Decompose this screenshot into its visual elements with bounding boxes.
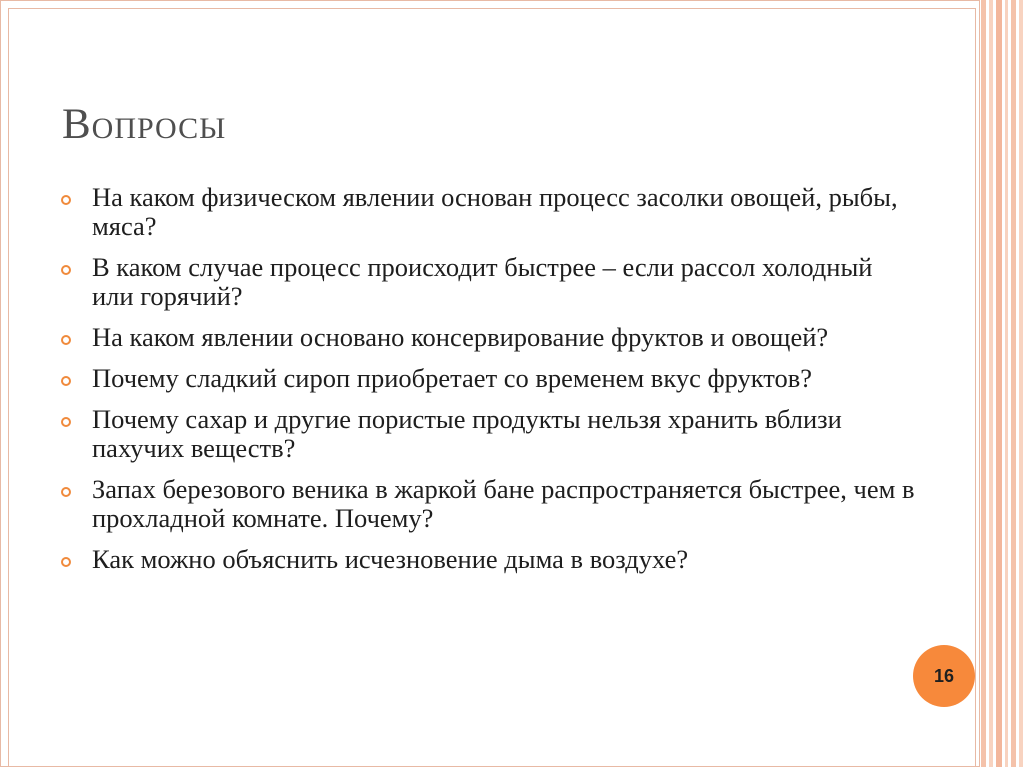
bullet-circle-icon xyxy=(61,335,71,345)
question-item xyxy=(60,545,920,574)
question-text: В каком случае процесс происходит быстрее – если рассол холодный или горячий? xyxy=(92,252,873,311)
stripe xyxy=(989,0,993,767)
question-item xyxy=(60,253,920,311)
question-list xyxy=(60,183,920,586)
bullet-circle-icon xyxy=(61,265,71,275)
question-text: На каком явлении основано консервирование фруктов и овощей? xyxy=(92,322,829,352)
question-text: Запах березового веника в жаркой бане распространяется быстрее, чем в прохладной комнате. Почему? xyxy=(92,474,915,533)
bullet-circle-icon xyxy=(61,487,71,497)
question-item xyxy=(60,323,920,352)
page-number-badge: 16 xyxy=(913,645,975,707)
question-text: Почему сладкий сироп приобретает со временем вкус фруктов? xyxy=(92,363,813,393)
stripe xyxy=(1019,0,1023,767)
slide-title: Вопросы xyxy=(62,101,227,148)
bullet-circle-icon xyxy=(61,376,71,386)
bullet-circle-icon xyxy=(61,417,71,427)
question-text: На каком физическом явлении основан процесс засолки овощей, рыбы, мяса? xyxy=(92,182,898,241)
question-item xyxy=(60,183,920,241)
stripe xyxy=(996,0,1002,767)
bullet-circle-icon xyxy=(61,557,71,567)
question-item xyxy=(60,364,920,393)
stripe xyxy=(1005,0,1008,767)
question-text: Как можно объяснить исчезновение дыма в воздухе? xyxy=(92,544,689,574)
question-text: Почему сахар и другие пористые продукты нельзя хранить вблизи пахучих веществ? xyxy=(92,404,842,463)
bullet-circle-icon xyxy=(61,195,71,205)
question-item xyxy=(60,405,920,463)
stripe xyxy=(981,0,986,767)
stripe xyxy=(1011,0,1016,767)
question-item xyxy=(60,475,920,533)
decorative-stripes xyxy=(981,0,1024,767)
